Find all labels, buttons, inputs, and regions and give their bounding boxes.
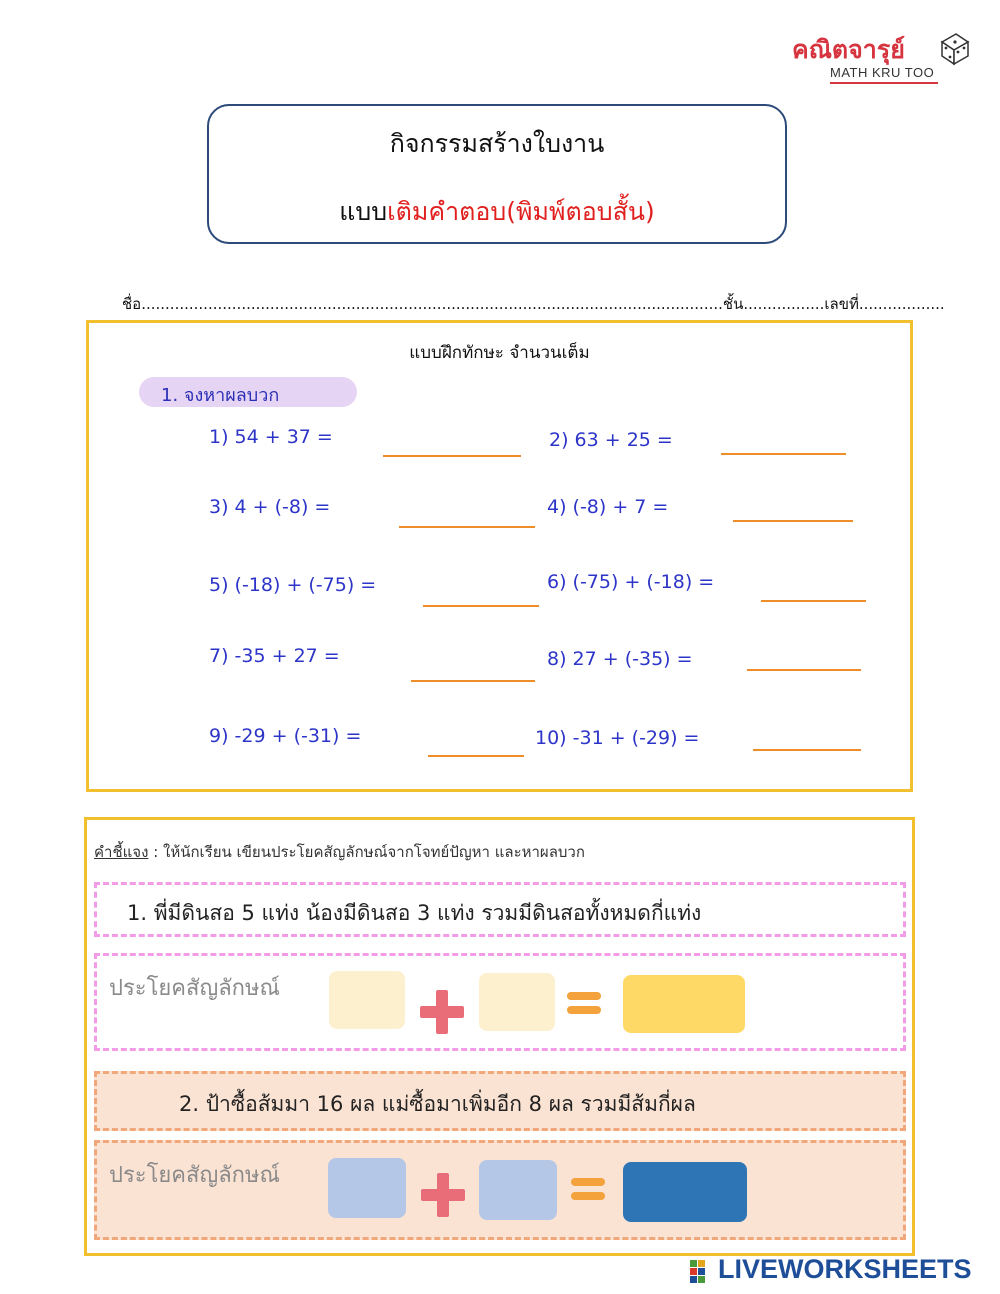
answer-2-box [94, 1140, 906, 1240]
question-2-box [94, 1071, 906, 1131]
problem-6: 6) (-75) + (-18) = [547, 571, 715, 593]
problem-3: 3) 4 + (-8) = [209, 496, 331, 518]
symbol-sentence-label-1: ประโยคสัญลักษณ์ [109, 976, 280, 1001]
equals-icon [571, 1176, 605, 1202]
subheading-text: 1. จงหาผลบวก [161, 385, 280, 406]
answer-field-9[interactable] [428, 755, 524, 757]
problem-1: 1) 54 + 37 = [209, 426, 333, 448]
problem-7: 7) -35 + 27 = [209, 645, 340, 667]
brand-logo [792, 30, 972, 88]
symbol-sentence-label-2: ประโยคสัญลักษณ์ [109, 1163, 280, 1188]
answer-field-2[interactable] [721, 453, 846, 455]
instruction-label: คำชี้แจง [94, 843, 149, 861]
title-line-1: กิจกรรมสร้างใบงาน [389, 129, 605, 158]
instruction-text: : ให้นักเรียน เขียนประโยคสัญลักษณ์จากโจทย์ปัญหา และหาผลบวก [148, 843, 585, 861]
instruction [94, 840, 585, 864]
problem-9: 9) -29 + (-31) = [209, 725, 362, 747]
subheading-pill [139, 377, 357, 407]
q1-second-number-box[interactable] [479, 973, 555, 1031]
plus-icon [421, 1173, 465, 1217]
problem-10: 10) -31 + (-29) = [535, 727, 700, 749]
question-1-text: 1. พี่มีดินสอ 5 แท่ง น้องมีดินสอ 3 แท่ง รวมมีดินสอทั้งหมดกี่แท่ง [127, 901, 702, 925]
title-line-2 [209, 192, 785, 232]
logo-english-text: MATH KRU TOO [830, 65, 935, 80]
answer-field-4[interactable] [733, 520, 853, 522]
logo-thai-text: คณิตจารุย์ [792, 35, 905, 64]
q1-result-box[interactable] [623, 975, 745, 1033]
title-prefix: แบบ [339, 197, 388, 226]
answer-field-7[interactable] [411, 680, 535, 682]
q1-first-number-box[interactable] [329, 971, 405, 1029]
problem-4: 4) (-8) + 7 = [547, 496, 669, 518]
answer-field-8[interactable] [747, 669, 861, 671]
title-highlight: เติมคำตอบ(พิมพ์ตอบสั้น) [387, 197, 655, 226]
problem-5: 5) (-18) + (-75) = [209, 574, 377, 596]
question-2-text: 2. ป้าซื้อส้มมา 16 ผล แม่ซื้อมาเพิ่มอีก 8 ผล รวมมีส้มกี่ผล [179, 1092, 696, 1116]
answer-field-3[interactable] [399, 526, 535, 528]
student-info-row: ชื่อ..........................................................................................................................ชั้น.................เลขที่.................. [122, 295, 945, 313]
answer-field-1[interactable] [383, 455, 521, 457]
answer-field-5[interactable] [423, 605, 539, 607]
title-box [207, 104, 787, 244]
answer-field-10[interactable] [753, 749, 861, 751]
q2-result-box[interactable] [623, 1162, 747, 1222]
word-problem-box [84, 817, 915, 1256]
answer-field-6[interactable] [761, 600, 866, 602]
problem-2: 2) 63 + 25 = [549, 429, 673, 451]
q2-second-number-box[interactable] [479, 1160, 557, 1220]
question-1-box [94, 882, 906, 937]
logo-underline [830, 82, 938, 84]
equals-icon [567, 990, 601, 1016]
problem-8: 8) 27 + (-35) = [547, 648, 693, 670]
plus-icon [420, 990, 464, 1034]
answer-1-box [94, 953, 906, 1051]
dice-icon [936, 30, 972, 66]
q2-first-number-box[interactable] [328, 1158, 406, 1218]
liveworksheets-logo-icon [690, 1260, 714, 1284]
exercise-heading: แบบฝึกทักษะ จำนวนเต็ม [409, 343, 590, 363]
exercise-box [86, 320, 913, 792]
watermark-text: LIVEWORKSHEETS [718, 1254, 972, 1284]
